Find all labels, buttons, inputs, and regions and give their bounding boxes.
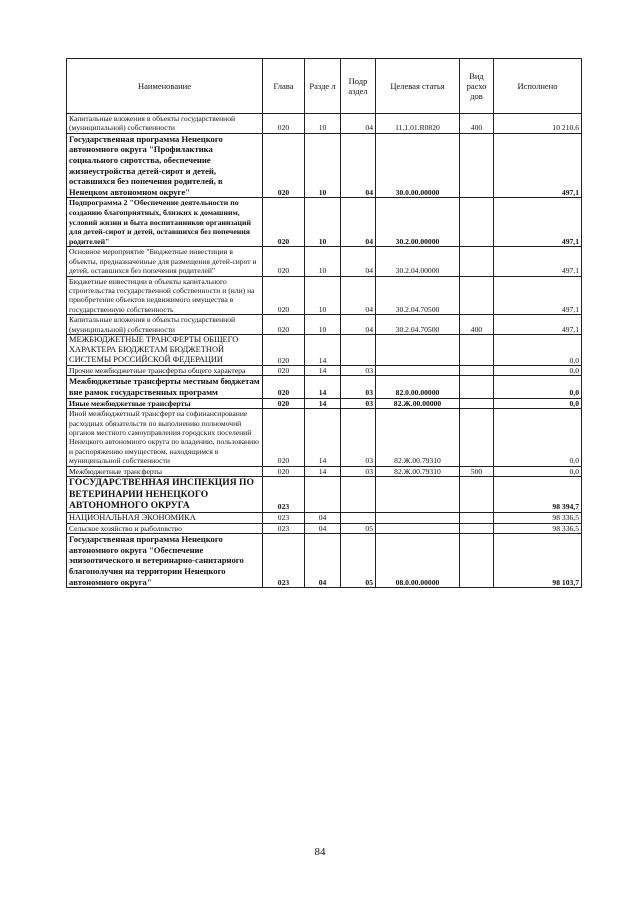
- row-ispolneno: 0,0: [494, 335, 582, 366]
- row-razdel: 10: [305, 198, 341, 247]
- row-statya: [376, 523, 460, 533]
- row-vid: [460, 247, 494, 276]
- row-glava: 020: [263, 315, 305, 335]
- row-name: НАЦИОНАЛЬНАЯ ЭКОНОМИКА: [67, 512, 263, 523]
- row-statya: [376, 335, 460, 366]
- row-glava: 020: [263, 398, 305, 409]
- row-ispolneno: 98 336,5: [494, 512, 582, 523]
- row-razdel: 14: [305, 376, 341, 398]
- row-name: Капитальные вложения в объекты государственной (муниципальной) собственности: [67, 315, 263, 335]
- row-vid: [460, 376, 494, 398]
- table-row: [67, 398, 582, 409]
- row-name: Сельское хозяйство и рыболовство: [67, 523, 263, 533]
- row-podrazdel: [341, 512, 376, 523]
- row-name: ГОСУДАРСТВЕННАЯ ИНСПЕКЦИЯ ПО ВЕТЕРИНАРИИ НЕНЕЦКОГО АВТОНОМНОГО ОКРУГА: [67, 477, 263, 513]
- row-ispolneno: 0,0: [494, 366, 582, 376]
- table-row: [67, 315, 582, 335]
- row-vid: [460, 198, 494, 247]
- row-vid: [460, 534, 494, 588]
- row-podrazdel: 04: [341, 315, 376, 335]
- table-row: [67, 366, 582, 376]
- row-ispolneno: 0,0: [494, 376, 582, 398]
- row-vid: 500: [460, 466, 494, 476]
- row-razdel: 14: [305, 466, 341, 476]
- row-glava: 020: [263, 366, 305, 376]
- row-podrazdel: [341, 477, 376, 513]
- row-podrazdel: 03: [341, 409, 376, 466]
- table-row: [67, 133, 582, 198]
- row-glava: 020: [263, 133, 305, 198]
- row-podrazdel: 04: [341, 198, 376, 247]
- table-row: [67, 335, 582, 366]
- row-glava: 023: [263, 523, 305, 533]
- row-podrazdel: 05: [341, 534, 376, 588]
- row-statya: 82.0.00.00000: [376, 376, 460, 398]
- row-glava: 020: [263, 466, 305, 476]
- row-name: Межбюджетные трансферты местным бюджетам вне рамок государственных программ: [67, 376, 263, 398]
- row-ispolneno: 497,1: [494, 315, 582, 335]
- row-statya: 30.2.04.00000: [376, 247, 460, 276]
- row-razdel: 14: [305, 366, 341, 376]
- table-row: [67, 523, 582, 533]
- header-vid: Вид расхо дов: [460, 59, 494, 114]
- row-statya: 30.2.04.70500: [376, 315, 460, 335]
- header-ispolneno: Исполнено: [494, 59, 582, 114]
- row-statya: 08.0.00.00000: [376, 534, 460, 588]
- row-razdel: 04: [305, 512, 341, 523]
- row-statya: 82.Ж.00.00000: [376, 398, 460, 409]
- row-glava: 020: [263, 276, 305, 315]
- table-row: [67, 466, 582, 476]
- header-glava: Глава: [263, 59, 305, 114]
- row-ispolneno: 98 336,5: [494, 523, 582, 533]
- row-name: Подпрограмма 2 "Обеспечение деятельности по созданию благоприятных, близких к домашним, условий жизни и быта воспитанников организаций для детей-сирот и детей, оставшихся без попечения родителей": [67, 198, 263, 247]
- row-razdel: [305, 477, 341, 513]
- row-ispolneno: 497,1: [494, 198, 582, 247]
- row-razdel: 14: [305, 409, 341, 466]
- row-podrazdel: 04: [341, 133, 376, 198]
- row-vid: [460, 409, 494, 466]
- row-name: Прочие межбюджетные трансферты общего характера: [67, 366, 263, 376]
- table-row: [67, 534, 582, 588]
- header-statya: Целевая статья: [376, 59, 460, 114]
- row-statya: [376, 477, 460, 513]
- row-podrazdel: 04: [341, 276, 376, 315]
- table-row: [67, 276, 582, 315]
- row-name: Иной межбюджетный трансферт на софинансирование расходных обязательств по выполнению полномочий органов местного самоуправления городских поселений Ненецкого автономного округа по владению, пользованию и распоряжению имуществом, находящимся в муниципальной собственности: [67, 409, 263, 466]
- row-name: Государственная программа Ненецкого автономного округа "Профилактика социального сиротства, обеспечение жизнеустройства детей-сирот и детей, оставшихся без попечения родителей, в Ненецком автономном округе": [67, 133, 263, 198]
- row-ispolneno: 0,0: [494, 466, 582, 476]
- row-podrazdel: 03: [341, 376, 376, 398]
- table-row: [67, 512, 582, 523]
- row-vid: [460, 276, 494, 315]
- budget-execution-table: [66, 58, 582, 588]
- row-podrazdel: 05: [341, 523, 376, 533]
- row-name: Капитальные вложения в объекты государственной (муниципальной) собственности: [67, 114, 263, 134]
- row-glava: 020: [263, 198, 305, 247]
- row-razdel: 10: [305, 315, 341, 335]
- row-ispolneno: 497,1: [494, 276, 582, 315]
- row-statya: 30.2.00.00000: [376, 198, 460, 247]
- row-podrazdel: 04: [341, 114, 376, 134]
- row-ispolneno: 497,1: [494, 133, 582, 198]
- row-vid: [460, 335, 494, 366]
- row-vid: [460, 523, 494, 533]
- row-razdel: 10: [305, 247, 341, 276]
- page-number: 84: [314, 846, 326, 858]
- row-glava: 020: [263, 247, 305, 276]
- row-vid: [460, 477, 494, 513]
- row-statya: 30.2.04.70500: [376, 276, 460, 315]
- row-podrazdel: 03: [341, 366, 376, 376]
- row-razdel: 04: [305, 523, 341, 533]
- row-vid: [460, 398, 494, 409]
- table-row: [67, 114, 582, 134]
- table-row: [67, 247, 582, 276]
- row-podrazdel: [341, 335, 376, 366]
- row-vid: 400: [460, 114, 494, 134]
- row-name: Основное мероприятие "Бюджетные инвестиции в объекты, предназначенные для размещения детей-сирот и детей, оставшихся без попечения родителей": [67, 247, 263, 276]
- row-statya: 82.Ж.00.79310: [376, 466, 460, 476]
- row-name: Иные межбюджетные трансферты: [67, 398, 263, 409]
- table-header-row: [67, 59, 582, 114]
- table-row: [67, 409, 582, 466]
- row-razdel: 14: [305, 335, 341, 366]
- row-vid: [460, 133, 494, 198]
- row-ispolneno: 497,1: [494, 247, 582, 276]
- table-row: [67, 376, 582, 398]
- row-glava: 023: [263, 534, 305, 588]
- row-ispolneno: 0,0: [494, 409, 582, 466]
- table-row: [67, 477, 582, 513]
- row-statya: [376, 366, 460, 376]
- row-name: Межбюджетные трансферты: [67, 466, 263, 476]
- table-row: [67, 198, 582, 247]
- row-podrazdel: 03: [341, 398, 376, 409]
- row-statya: 30.0.00.00000: [376, 133, 460, 198]
- header-podrazdel: Подр аздел: [341, 59, 376, 114]
- row-podrazdel: 04: [341, 247, 376, 276]
- row-ispolneno: 98 394,7: [494, 477, 582, 513]
- row-vid: [460, 366, 494, 376]
- row-glava: 020: [263, 114, 305, 134]
- row-ispolneno: 10 210,6: [494, 114, 582, 134]
- row-razdel: 14: [305, 398, 341, 409]
- row-glava: 020: [263, 335, 305, 366]
- row-razdel: 10: [305, 276, 341, 315]
- row-razdel: 10: [305, 114, 341, 134]
- header-razdel: Разде л: [305, 59, 341, 114]
- header-name: Наименование: [67, 59, 263, 114]
- row-glava: 023: [263, 512, 305, 523]
- row-ispolneno: 98 103,7: [494, 534, 582, 588]
- row-name: Бюджетные инвестиции в объекты капитального строительства государственной собственности и (или) на приобретение объектов недвижимого имущества в государственную собственность: [67, 276, 263, 315]
- row-name: МЕЖБЮДЖЕТНЫЕ ТРАНСФЕРТЫ ОБЩЕГО ХАРАКТЕРА БЮДЖЕТАМ БЮДЖЕТНОЙ СИСТЕМЫ РОССИЙСКОЙ ФЕДЕРАЦИИ: [67, 335, 263, 366]
- row-podrazdel: 03: [341, 466, 376, 476]
- row-statya: [376, 512, 460, 523]
- row-glava: 020: [263, 376, 305, 398]
- row-razdel: 10: [305, 133, 341, 198]
- row-vid: 400: [460, 315, 494, 335]
- row-ispolneno: 0,0: [494, 398, 582, 409]
- row-glava: 020: [263, 409, 305, 466]
- row-razdel: 04: [305, 534, 341, 588]
- row-vid: [460, 512, 494, 523]
- row-statya: 82.Ж.00.79310: [376, 409, 460, 466]
- row-statya: 11.1.01.R0820: [376, 114, 460, 134]
- row-name: Государственная программа Ненецкого автономного округа "Обеспечение эпизоотического и ветеринарно-санитарного благополучия на территории Ненецкого автономного округа": [67, 534, 263, 588]
- row-glava: 023: [263, 477, 305, 513]
